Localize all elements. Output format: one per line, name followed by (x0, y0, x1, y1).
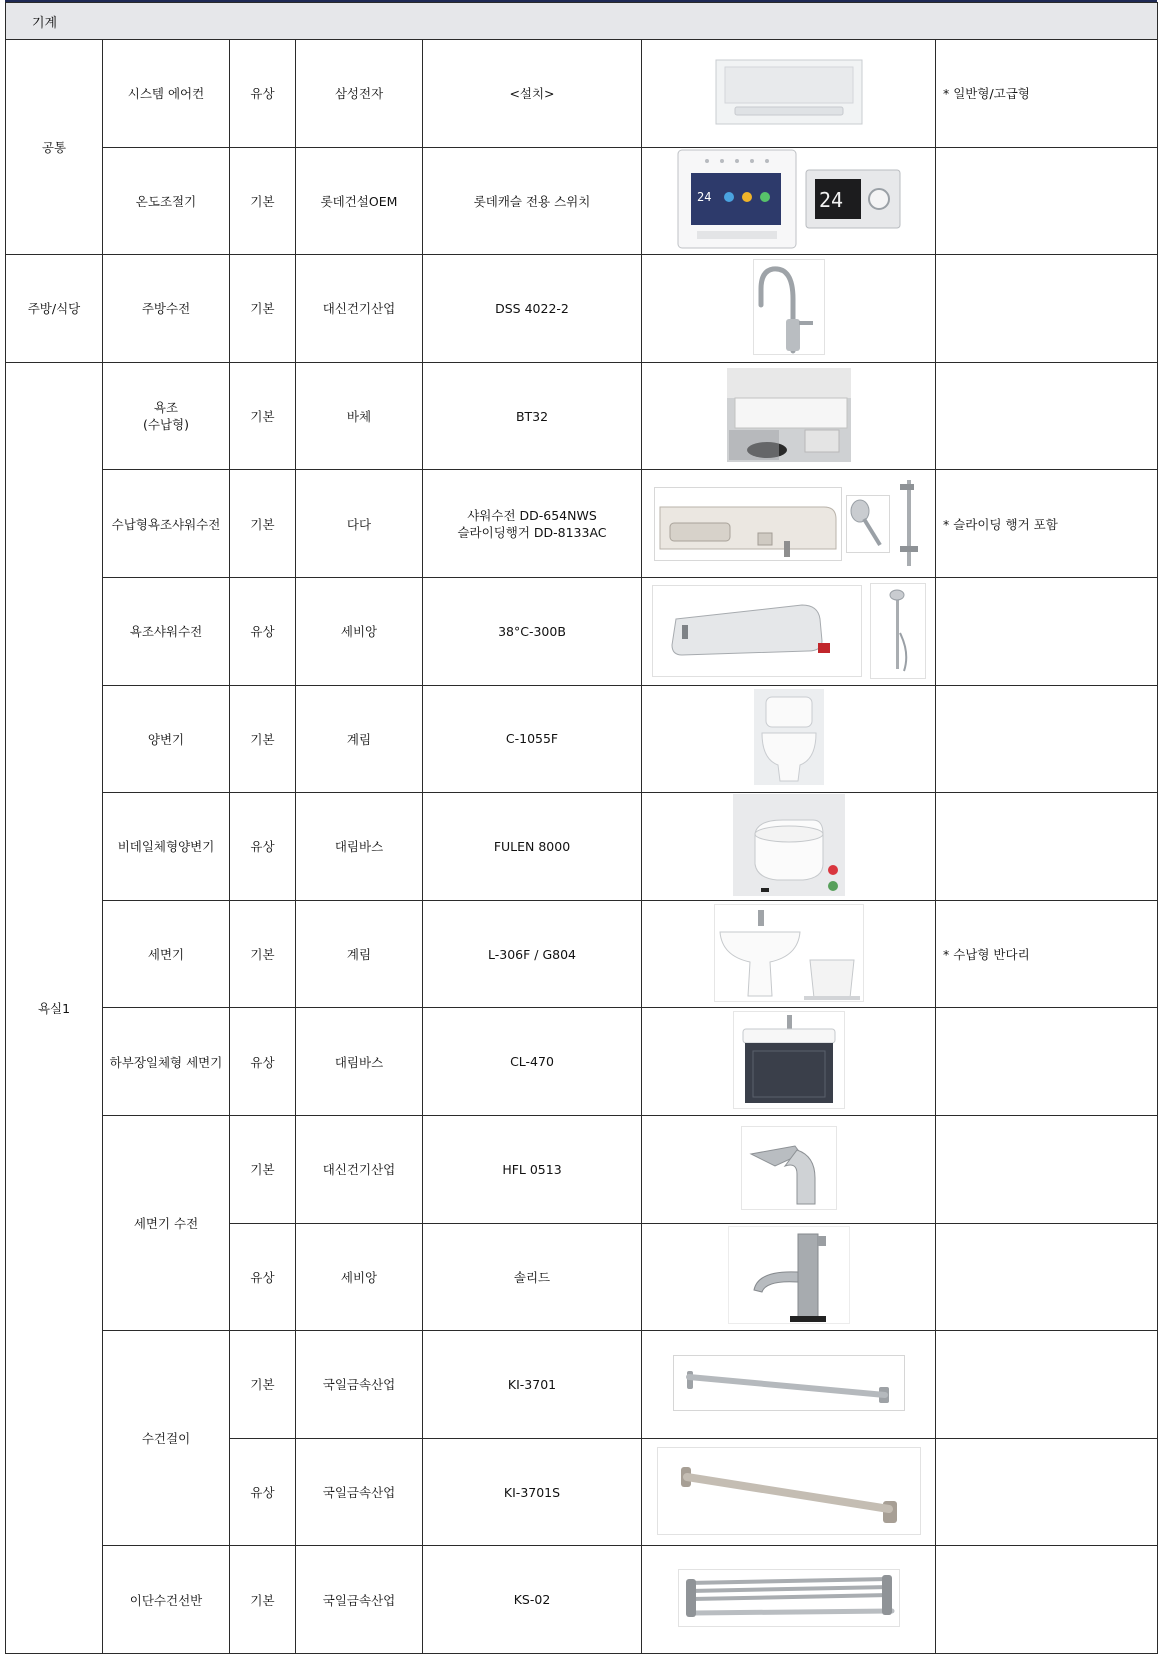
model-cell: HFL 0513 (423, 1115, 642, 1223)
cabinet-washbasin-image (733, 1011, 845, 1109)
table-row (6, 900, 1158, 1008)
image-cell (642, 362, 936, 470)
table-row (6, 147, 1158, 255)
model-line: 샤워수전 DD-654NWS (467, 507, 597, 523)
item-cell: 양변기 (103, 685, 230, 793)
note-cell (936, 577, 1158, 685)
type-cell: 기본 (230, 900, 296, 1008)
note-cell (936, 147, 1158, 255)
type-cell: 기본 (230, 1546, 296, 1654)
model-cell: FULEN 8000 (423, 793, 642, 901)
towel-bar-basic-image (673, 1355, 905, 1411)
type-cell: 기본 (230, 1331, 296, 1439)
model-line: 슬라이딩행거 DD-8133AC (457, 524, 607, 540)
type-cell: 유상 (230, 1223, 296, 1331)
bidet-toilet-image (733, 794, 845, 896)
basin-faucet-paid-image (728, 1226, 850, 1324)
maker-cell: 바체 (296, 362, 423, 470)
maker-cell: 세비앙 (296, 577, 423, 685)
section-header-row (6, 3, 1158, 40)
model-cell: 솔리드 (423, 1223, 642, 1331)
model-cell: 롯데캐슬 전용 스위치 (423, 147, 642, 255)
note-cell (936, 793, 1158, 901)
item-cell: 하부장일체형 세면기 (103, 1008, 230, 1116)
thermostat-panel-digits: 24 (696, 190, 711, 205)
basin-faucet-basic-image (741, 1126, 837, 1210)
item-cell: 온도조절기 (103, 147, 230, 255)
toilet-image (754, 689, 824, 785)
item-cell: 시스템 에어컨 (103, 40, 230, 148)
maker-cell: 대림바스 (296, 1008, 423, 1116)
maker-cell: 국일금속산업 (296, 1331, 423, 1439)
item-cell: 세면기 (103, 900, 230, 1008)
maker-cell: 세비앙 (296, 1223, 423, 1331)
image-cell (642, 1223, 936, 1331)
table-row (6, 470, 1158, 578)
type-cell: 유상 (230, 1008, 296, 1116)
group-cell: 주방/식당 (6, 255, 103, 363)
table-row (6, 685, 1158, 793)
model-cell: <설치> (423, 40, 642, 148)
table-row (6, 1115, 1158, 1223)
note-cell: * 수납형 반다리 (936, 900, 1158, 1008)
spec-table (5, 2, 1158, 1654)
maker-cell: 대신건기산업 (296, 255, 423, 363)
type-cell: 기본 (230, 147, 296, 255)
type-cell: 유상 (230, 1438, 296, 1546)
image-cell (642, 1008, 936, 1116)
item-cell (103, 362, 230, 470)
model-cell: BT32 (423, 362, 642, 470)
section-header: 기계 (6, 3, 1158, 40)
item-cell: 수건걸이 (103, 1331, 230, 1546)
towel-bar-paid-image (657, 1447, 921, 1535)
image-cell (642, 577, 936, 685)
image-cell (642, 1115, 936, 1223)
maker-cell: 대신건기산업 (296, 1115, 423, 1223)
image-cell (642, 1331, 936, 1439)
model-cell: L-306F / G804 (423, 900, 642, 1008)
washbasin-image (714, 904, 864, 1002)
image-cell (642, 470, 936, 578)
model-cell: C-1055F (423, 685, 642, 793)
maker-cell: 롯데건설OEM (296, 147, 423, 255)
maker-cell: 다다 (296, 470, 423, 578)
note-cell (936, 1223, 1158, 1331)
image-cell (642, 685, 936, 793)
item-cell: 주방수전 (103, 255, 230, 363)
bathtub-image (727, 368, 851, 462)
item-cell: 욕조샤워수전 (103, 577, 230, 685)
image-cell (642, 1546, 936, 1654)
thermostat-display-digits: 24 (818, 188, 843, 213)
item-line: (수납형) (143, 417, 189, 433)
table-row (6, 1331, 1158, 1439)
model-cell: KS-02 (423, 1546, 642, 1654)
note-cell (936, 1331, 1158, 1439)
type-cell: 기본 (230, 255, 296, 363)
table-row (6, 793, 1158, 901)
maker-cell: 계림 (296, 900, 423, 1008)
system-aircon-image (715, 59, 863, 125)
model-cell: 38°C-300B (423, 577, 642, 685)
image-cell (642, 793, 936, 901)
group-cell: 공통 (6, 40, 103, 255)
image-cell (642, 147, 936, 255)
note-cell (936, 255, 1158, 363)
image-cell (642, 255, 936, 363)
kitchen-faucet-image (753, 259, 825, 355)
type-cell: 유상 (230, 793, 296, 901)
table-row (6, 577, 1158, 685)
model-cell (423, 470, 642, 578)
note-cell (936, 362, 1158, 470)
type-cell: 기본 (230, 362, 296, 470)
two-tier-towel-shelf-image (678, 1569, 900, 1627)
group-cell: 욕실1 (6, 362, 103, 1653)
item-cell: 세면기 수전 (103, 1115, 230, 1330)
maker-cell: 삼성전자 (296, 40, 423, 148)
model-cell: DSS 4022-2 (423, 255, 642, 363)
maker-cell: 계림 (296, 685, 423, 793)
maker-cell: 대림바스 (296, 793, 423, 901)
thermostat-image (677, 149, 901, 249)
table-row (6, 1008, 1158, 1116)
note-cell (936, 1008, 1158, 1116)
note-cell (936, 685, 1158, 793)
storage-shower-faucet-image (654, 476, 924, 572)
type-cell: 유상 (230, 40, 296, 148)
bath-shower-faucet-image (652, 583, 926, 679)
note-cell (936, 1438, 1158, 1546)
table-row (6, 362, 1158, 470)
note-cell (936, 1546, 1158, 1654)
type-cell: 유상 (230, 577, 296, 685)
table-row (6, 40, 1158, 148)
table-row (6, 1546, 1158, 1654)
image-cell (642, 900, 936, 1008)
type-cell: 기본 (230, 685, 296, 793)
type-cell: 기본 (230, 470, 296, 578)
model-cell: KI-3701S (423, 1438, 642, 1546)
maker-cell: 국일금속산업 (296, 1438, 423, 1546)
item-cell: 이단수건선반 (103, 1546, 230, 1654)
item-cell: 수납형욕조샤워수전 (103, 470, 230, 578)
image-cell (642, 1438, 936, 1546)
model-cell: KI-3701 (423, 1331, 642, 1439)
note-cell: * 슬라이딩 행거 포함 (936, 470, 1158, 578)
note-cell (936, 1115, 1158, 1223)
item-cell: 비데일체형양변기 (103, 793, 230, 901)
note-cell: * 일반형/고급형 (936, 40, 1158, 148)
type-cell: 기본 (230, 1115, 296, 1223)
table-row (6, 255, 1158, 363)
maker-cell: 국일금속산업 (296, 1546, 423, 1654)
item-line: 욕조 (153, 400, 179, 416)
model-cell: CL-470 (423, 1008, 642, 1116)
image-cell (642, 40, 936, 148)
